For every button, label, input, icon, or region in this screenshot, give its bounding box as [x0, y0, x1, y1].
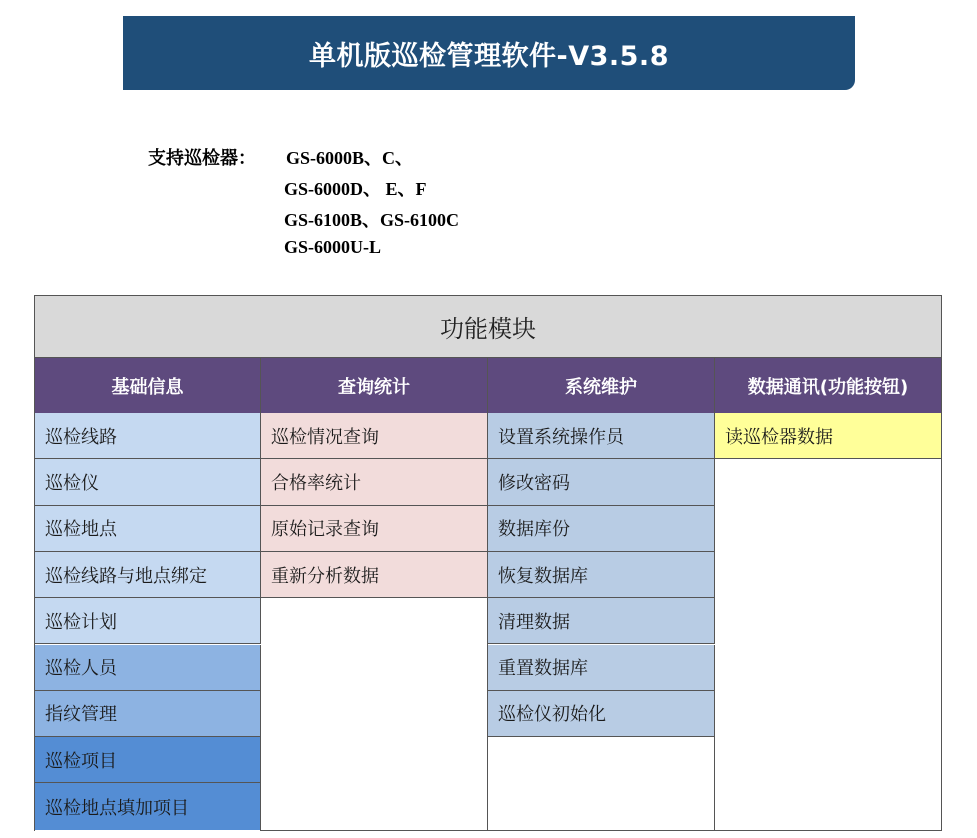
- support-model-line: GS-6000U-L: [284, 237, 382, 257]
- basic-info-item[interactable]: 巡检项目: [35, 737, 261, 783]
- basic-info-item[interactable]: 巡检地点填加项目: [35, 783, 261, 829]
- support-model-line: GS-6000D、 E、F: [284, 179, 427, 199]
- query-stats-item[interactable]: 合格率统计: [261, 459, 488, 505]
- system-maintenance-item[interactable]: 重置数据库: [488, 645, 715, 691]
- basic-info-item[interactable]: 巡检线路与地点绑定: [35, 552, 261, 598]
- column-header-query-stats: 查询统计: [261, 358, 488, 413]
- support-model-line: GS-6100B、GS-6100C: [284, 210, 460, 230]
- function-module-table: [34, 295, 942, 831]
- query-stats-item[interactable]: 重新分析数据: [261, 552, 488, 598]
- basic-info-item[interactable]: 巡检仪: [35, 459, 261, 505]
- support-label: 支持巡检器：: [148, 148, 256, 168]
- basic-info-item[interactable]: 巡检计划: [35, 598, 261, 644]
- query-stats-item[interactable]: 原始记录查询: [261, 506, 488, 552]
- system-maintenance-item[interactable]: 巡检仪初始化: [488, 691, 715, 737]
- title-banner: [123, 16, 855, 90]
- system-maintenance-item[interactable]: 修改密码: [488, 459, 715, 505]
- system-maintenance-item[interactable]: 数据库份: [488, 506, 715, 552]
- system-maintenance-item[interactable]: 设置系统操作员: [488, 413, 715, 459]
- basic-info-item[interactable]: 指纹管理: [35, 691, 261, 737]
- empty-column-space: [261, 598, 488, 830]
- data-communication-item[interactable]: 读巡检器数据: [715, 413, 941, 459]
- column-header-basic-info: 基础信息: [35, 358, 261, 413]
- support-model-line: GS-6000B、C、: [286, 148, 414, 168]
- column-header-system-maintenance: 系统维护: [488, 358, 715, 413]
- system-maintenance-item[interactable]: 清理数据: [488, 598, 715, 644]
- module-table-title: 功能模块: [35, 296, 941, 358]
- basic-info-item[interactable]: 巡检地点: [35, 506, 261, 552]
- basic-info-item[interactable]: 巡检线路: [35, 413, 261, 459]
- page-title: 单机版巡检管理软件-V3.5.8: [309, 40, 669, 72]
- column-header-data-communication: 数据通讯(功能按钮): [715, 358, 941, 413]
- empty-column-space: [488, 737, 715, 830]
- basic-info-item[interactable]: 巡检人员: [35, 645, 261, 691]
- query-stats-item[interactable]: 巡检情况查询: [261, 413, 488, 459]
- system-maintenance-item[interactable]: 恢复数据库: [488, 552, 715, 598]
